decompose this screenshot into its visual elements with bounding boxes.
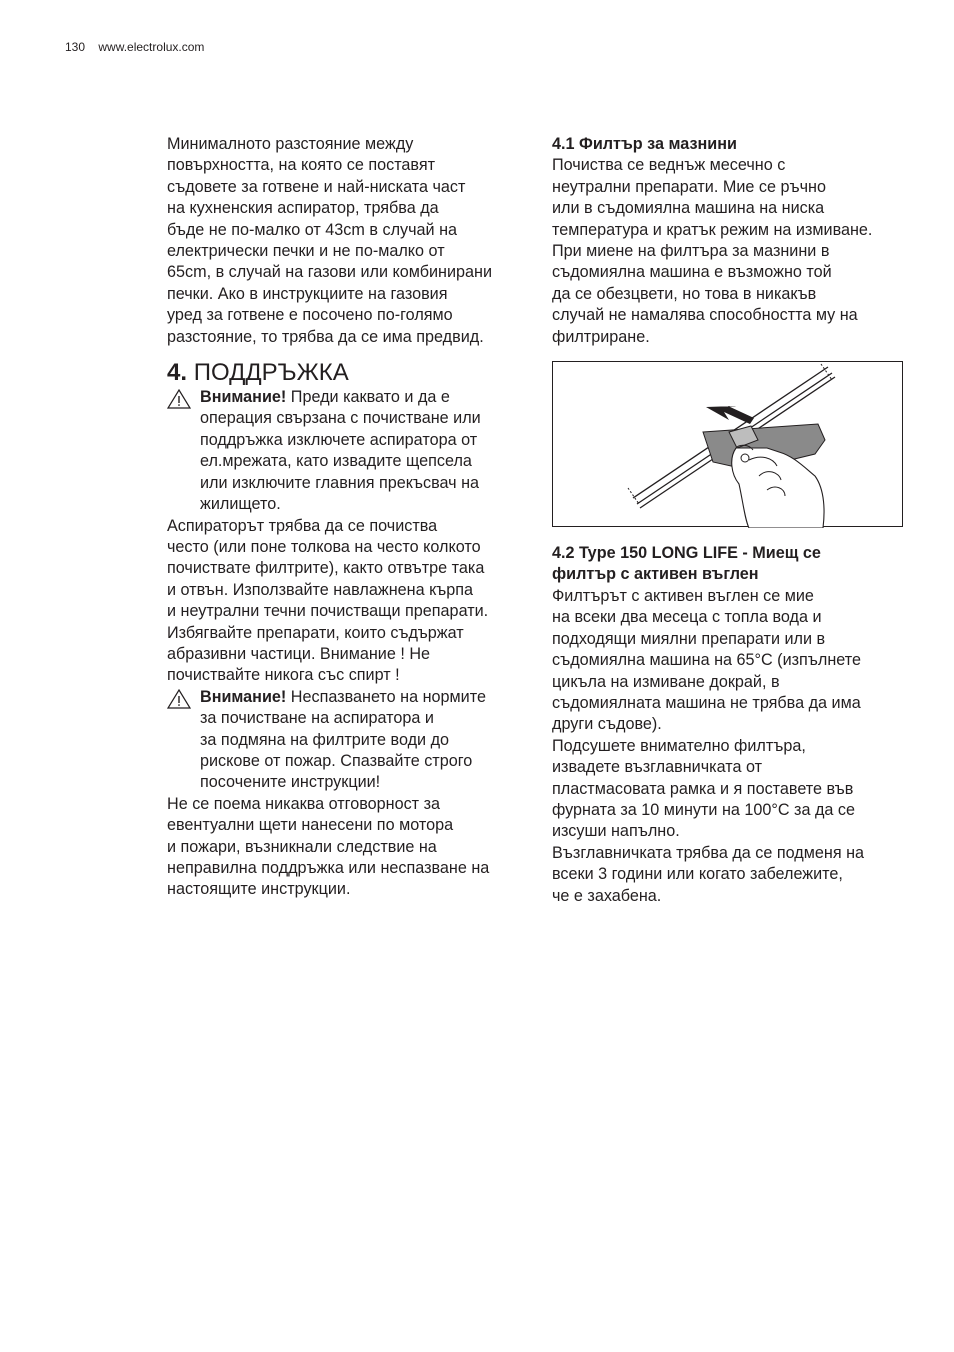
body-line: температура и кратък режим на измиване. [552,220,873,239]
cleaning-paragraph [167,516,527,687]
warning-line: рискове от пожар. Спазвайте строго [200,751,473,770]
body-line: пластмасовата рамка и я поставете във [552,779,854,798]
warning-line: жилището. [200,495,281,514]
body-line: Почиства се веднъж месечно с [552,156,786,175]
body-line: фурната за 10 минути на 100°C за да се [552,800,856,819]
body-line: почиствайте никога със спирт ! [167,666,400,685]
left-column [167,134,527,901]
body-line: настоящите инструкции. [167,880,351,899]
body-line: и пожари, възникнали следствие на [167,837,437,856]
body-line: неутрални препарати. Мие се ръчно [552,177,826,196]
intro-line: електрически печки и не по-малко от [167,242,445,261]
body-line: неправилна поддръжка или неспазване на [167,859,490,877]
intro-line: разстояние, то трябва да се има предвид. [167,327,484,346]
body-line: или в съдомиялна машина на ниска [552,199,825,218]
warning-text: Преди каквато и да е [286,388,450,407]
warning-line: посочените инструкции! [200,773,381,792]
intro-line: съдовете за готвене и най-ниската част [167,177,466,196]
warning-label: Внимание! [200,388,287,407]
body-line: случай не намалява способността му на [552,306,858,325]
body-line: Филтърът с активен въглен се мие [552,586,814,605]
intro-line: печки. Ако в инструкциите на газовия [167,284,448,303]
body-line: Аспираторът трябва да се почиства [167,516,438,535]
body-line: и отвън. Използвайте навлажнена кърпа [167,580,474,599]
body-line: Подсушете внимателно филтъра, [552,736,806,755]
body-line: съдомиялна машина на 65°C (изпълнете [552,651,862,670]
section-heading [167,359,527,387]
body-line: всеки 3 години или когато забележите, [552,865,843,884]
website-url: www.electrolux.com [98,40,205,54]
warning-text: Неспазването на нормите [286,687,486,706]
intro-line: на кухненския аспиратор, трябва да [167,199,439,218]
warning-label: Внимание! [200,687,287,706]
body-line: цикъла на измиване докрай, в [552,672,780,691]
warning-first-line [200,687,527,708]
warning-block [167,687,527,794]
body-line: абразивни частици. Внимание ! Не [167,644,431,663]
body-line: почиствате филтрите), както отвътре така [167,559,485,578]
body-line: изсуши напълно. [552,822,680,841]
page-header [65,40,204,54]
warning-line: за подмяна на филтрите води до [200,730,450,749]
body-line: Възглавничката трябва да се подменя на [552,843,865,862]
filter-removal-illustration [552,361,903,527]
body-line: филтриране. [552,327,650,346]
body-line: Избягвайте препарати, които съдържат [167,623,464,642]
body-line: При миене на филтъра за мазнини в [552,242,830,261]
intro-line: повърхността, на която се поставят [167,156,436,175]
body-line: други съдове). [552,715,662,734]
body-line: съдомиялната машина не трябва да има [552,693,861,712]
body-line: на всеки два месеца с топла вода и [552,608,822,627]
carbon-filter-paragraph [552,586,908,907]
warning-line: или изключите главния прекъсвач на [200,473,480,492]
subsection-title-line: 4.2 Type 150 LONG LIFE - Миещ се [552,544,821,563]
filter-illustration-graphic [553,362,904,528]
body-line: съдомиялна машина е възможно той [552,263,832,282]
warning-icon [167,689,191,709]
body-line: извадете възглавничката от [552,758,763,777]
body-line: да се обезцвети, но това в никакъв [552,284,817,303]
warning-block [167,387,527,515]
warning-line: поддръжка изключете аспиратора от [200,430,478,449]
body-line: често (или поне толкова на често колкото [167,537,481,556]
grease-filter-paragraph [552,155,908,348]
body-line: че е захабена. [552,886,662,905]
section-title: ПОДДРЪЖКА [193,359,349,387]
intro-line: бъде не по-малко от 43cm в случай на [167,220,458,239]
right-column [552,134,908,907]
subsection-title-line: филтър с активен въглен [552,565,759,584]
intro-paragraph [167,134,527,348]
subsection-title: 4.1 Филтър за мазнини [552,135,737,153]
body-line: и неутрални течни почистващи препарати. [167,602,489,621]
warning-first-line [200,387,527,408]
liability-paragraph [167,794,527,901]
intro-line: 65cm, в случай на газови или комбинирани [167,263,492,282]
body-line: Не се поема никаква отговорност за [167,794,441,813]
section-number: 4. [167,359,188,387]
warning-line: ел.мрежата, като извадите щепсела [200,452,472,471]
intro-line: уред за готвене е посочено по-голямо [167,306,453,325]
intro-line: Минималното разстояние между [167,135,414,153]
page-number: 130 [65,40,86,54]
warning-line: операция свързана с почистване или [200,409,481,428]
warning-line: за почистване на аспиратора и [200,709,434,728]
warning-icon [167,389,191,409]
body-line: подходящи миялни препарати или в [552,629,826,648]
body-line: евентуални щети нанесени по мотора [167,816,454,835]
